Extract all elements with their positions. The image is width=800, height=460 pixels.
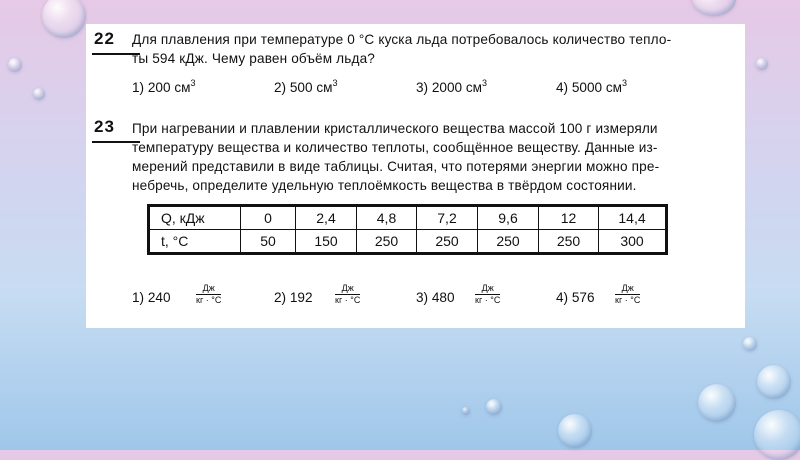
table-cell: 50 — [241, 230, 296, 254]
answer-sup: 3 — [482, 78, 488, 88]
answer-label: 2) 192 — [274, 290, 313, 305]
bubble-decoration — [754, 410, 800, 460]
table-cell: 14,4 — [599, 206, 667, 230]
unit-numerator: Дж — [475, 283, 500, 295]
bubble-decoration — [558, 414, 592, 448]
measurement-table — [147, 204, 668, 255]
bubble-decoration — [757, 365, 791, 399]
table-row-t — [149, 230, 667, 254]
question-number-text: 23 — [94, 117, 115, 136]
unit-denominator: кг · °C — [615, 295, 641, 305]
answer-label: 4) 576 — [556, 290, 595, 305]
exam-page — [86, 24, 745, 328]
answer-23-3 — [416, 290, 455, 305]
question-23-line: мерений представили в виде таблицы. Считая, что потерями энергии можно пре- — [132, 159, 660, 174]
answer-label: 1) 240 — [132, 290, 171, 305]
answer-23-2 — [274, 290, 313, 305]
question-23-line: температуру вещества и количество теплоты, сообщённое веществу. Данные из- — [132, 140, 658, 155]
question-22-number — [94, 29, 115, 49]
unit-fraction — [615, 283, 640, 306]
answer-23-1 — [132, 290, 171, 305]
question-23-line: небречь, определите удельную теплоёмкость вещества в твёрдом состоянии. — [132, 178, 637, 193]
unit-fraction — [335, 283, 360, 306]
bubble-decoration — [33, 88, 45, 100]
bubble-decoration — [692, 0, 736, 16]
unit-numerator: Дж — [615, 283, 640, 295]
bubble-decoration — [743, 337, 757, 351]
answer-sup: 3 — [332, 78, 338, 88]
table-cell: 150 — [296, 230, 357, 254]
bubble-decoration — [486, 399, 502, 415]
table-header-t: t, °C — [149, 230, 241, 254]
answer-label: 3) 2000 см — [416, 80, 483, 95]
question-number-text: 22 — [94, 29, 115, 48]
question-22-text — [132, 30, 671, 68]
table-cell: 250 — [357, 230, 417, 254]
table-cell: 4,8 — [357, 206, 417, 230]
table-cell: 7,2 — [417, 206, 478, 230]
answer-23-4 — [556, 290, 595, 305]
answer-22-4 — [556, 78, 627, 95]
bubble-decoration — [756, 58, 768, 70]
unit-fraction — [196, 283, 221, 306]
unit-numerator: Дж — [196, 283, 221, 295]
bubble-decoration — [42, 0, 86, 38]
table-cell: 250 — [478, 230, 539, 254]
answer-sup: 3 — [190, 78, 196, 88]
bubble-decoration — [698, 384, 736, 422]
table-row-q — [149, 206, 667, 230]
table-cell: 250 — [539, 230, 599, 254]
bubble-decoration — [462, 407, 470, 415]
answer-label: 1) 200 см — [132, 80, 191, 95]
answer-sup: 3 — [622, 78, 628, 88]
table-cell: 12 — [539, 206, 599, 230]
question-23-line: При нагревании и плавлении кристаллического вещества массой 100 г измеряли — [132, 121, 658, 136]
answer-22-2 — [274, 78, 337, 95]
bubble-decoration — [8, 58, 22, 72]
question-22-line: ты 594 кДж. Чему равен объём льда? — [132, 51, 375, 66]
answer-label: 4) 5000 см — [556, 80, 623, 95]
unit-numerator: Дж — [335, 283, 360, 295]
unit-denominator: кг · °C — [475, 295, 501, 305]
answer-label: 2) 500 см — [274, 80, 333, 95]
table-cell: 9,6 — [478, 206, 539, 230]
question-23-number — [94, 117, 115, 137]
answer-22-1 — [132, 78, 195, 95]
question-23-text — [132, 119, 659, 195]
table-cell: 2,4 — [296, 206, 357, 230]
table-header-q: Q, кДж — [149, 206, 241, 230]
question-22-line: Для плавления при температуре 0 °C куска льда потребовалось количество тепло- — [132, 32, 672, 47]
answer-label: 3) 480 — [416, 290, 455, 305]
table-cell: 250 — [417, 230, 478, 254]
unit-fraction — [475, 283, 500, 306]
answer-22-3 — [416, 78, 487, 95]
unit-denominator: кг · °C — [196, 295, 222, 305]
table-cell: 300 — [599, 230, 667, 254]
unit-denominator: кг · °C — [335, 295, 361, 305]
table-cell: 0 — [241, 206, 296, 230]
